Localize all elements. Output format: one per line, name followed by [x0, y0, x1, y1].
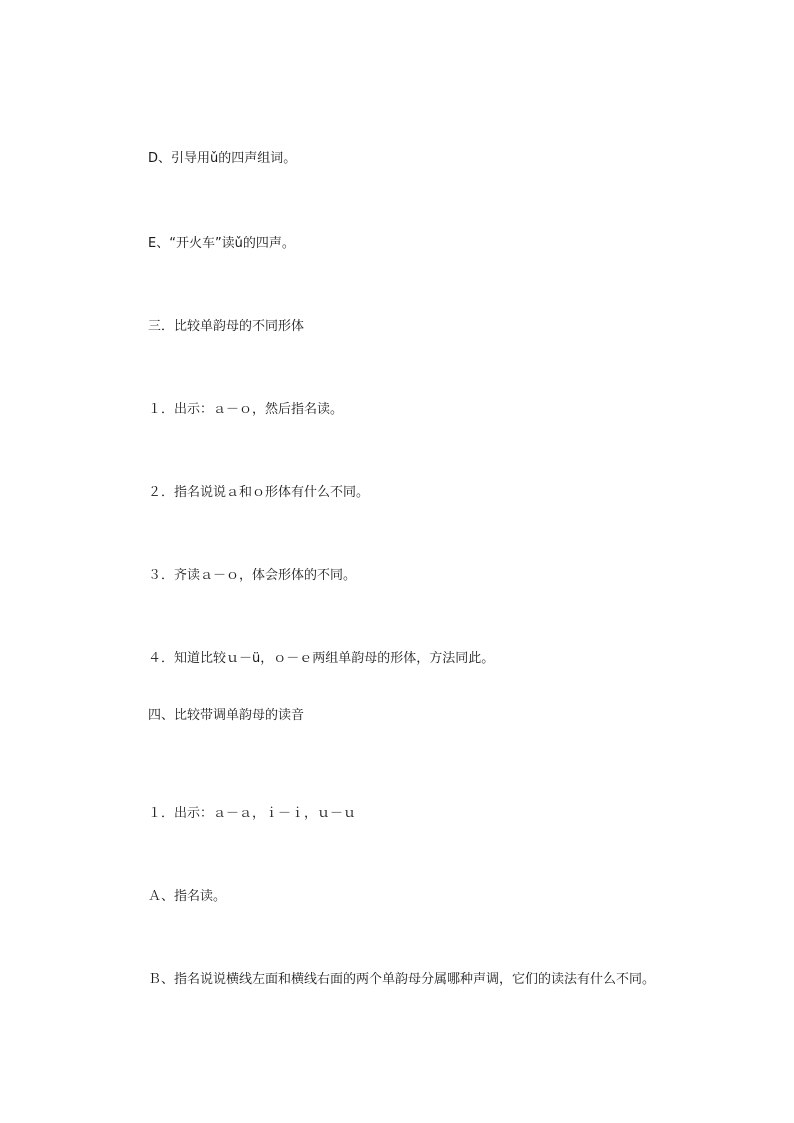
- section-three-item-3: ３．齐读ａ－ｏ，体会形体的不同。: [148, 568, 357, 583]
- step-e-line: E、“开火车”读ǔ的四声。: [148, 236, 295, 251]
- section-three-item-1: １．出示：ａ－ｏ，然后指名读。: [148, 402, 344, 417]
- section-four-step-a: Ａ、指名读。: [148, 889, 227, 904]
- section-three-item-2: ２．指名说说ａ和ｏ形体有什么不同。: [148, 485, 370, 500]
- section-three-heading: 三．比较单韵母的不同形体: [148, 319, 305, 334]
- section-four-item-1: １．出示：ａ－ａ，ｉ－ｉ，ｕ－ｕ: [148, 806, 357, 821]
- step-d-line: D、引导用ǔ的四声组词。: [148, 151, 297, 166]
- section-three-item-4: ４．知道比较ｕ－ü，ｏ－ｅ两组单韵母的形体，方法同此。: [148, 651, 495, 666]
- section-four-step-b: Ｂ、指名说说横线左面和横线右面的两个单韵母分属哪种声调，它们的读法有什么不同。: [148, 972, 656, 987]
- section-four-heading: 四、比较带调单韵母的读音: [148, 708, 305, 723]
